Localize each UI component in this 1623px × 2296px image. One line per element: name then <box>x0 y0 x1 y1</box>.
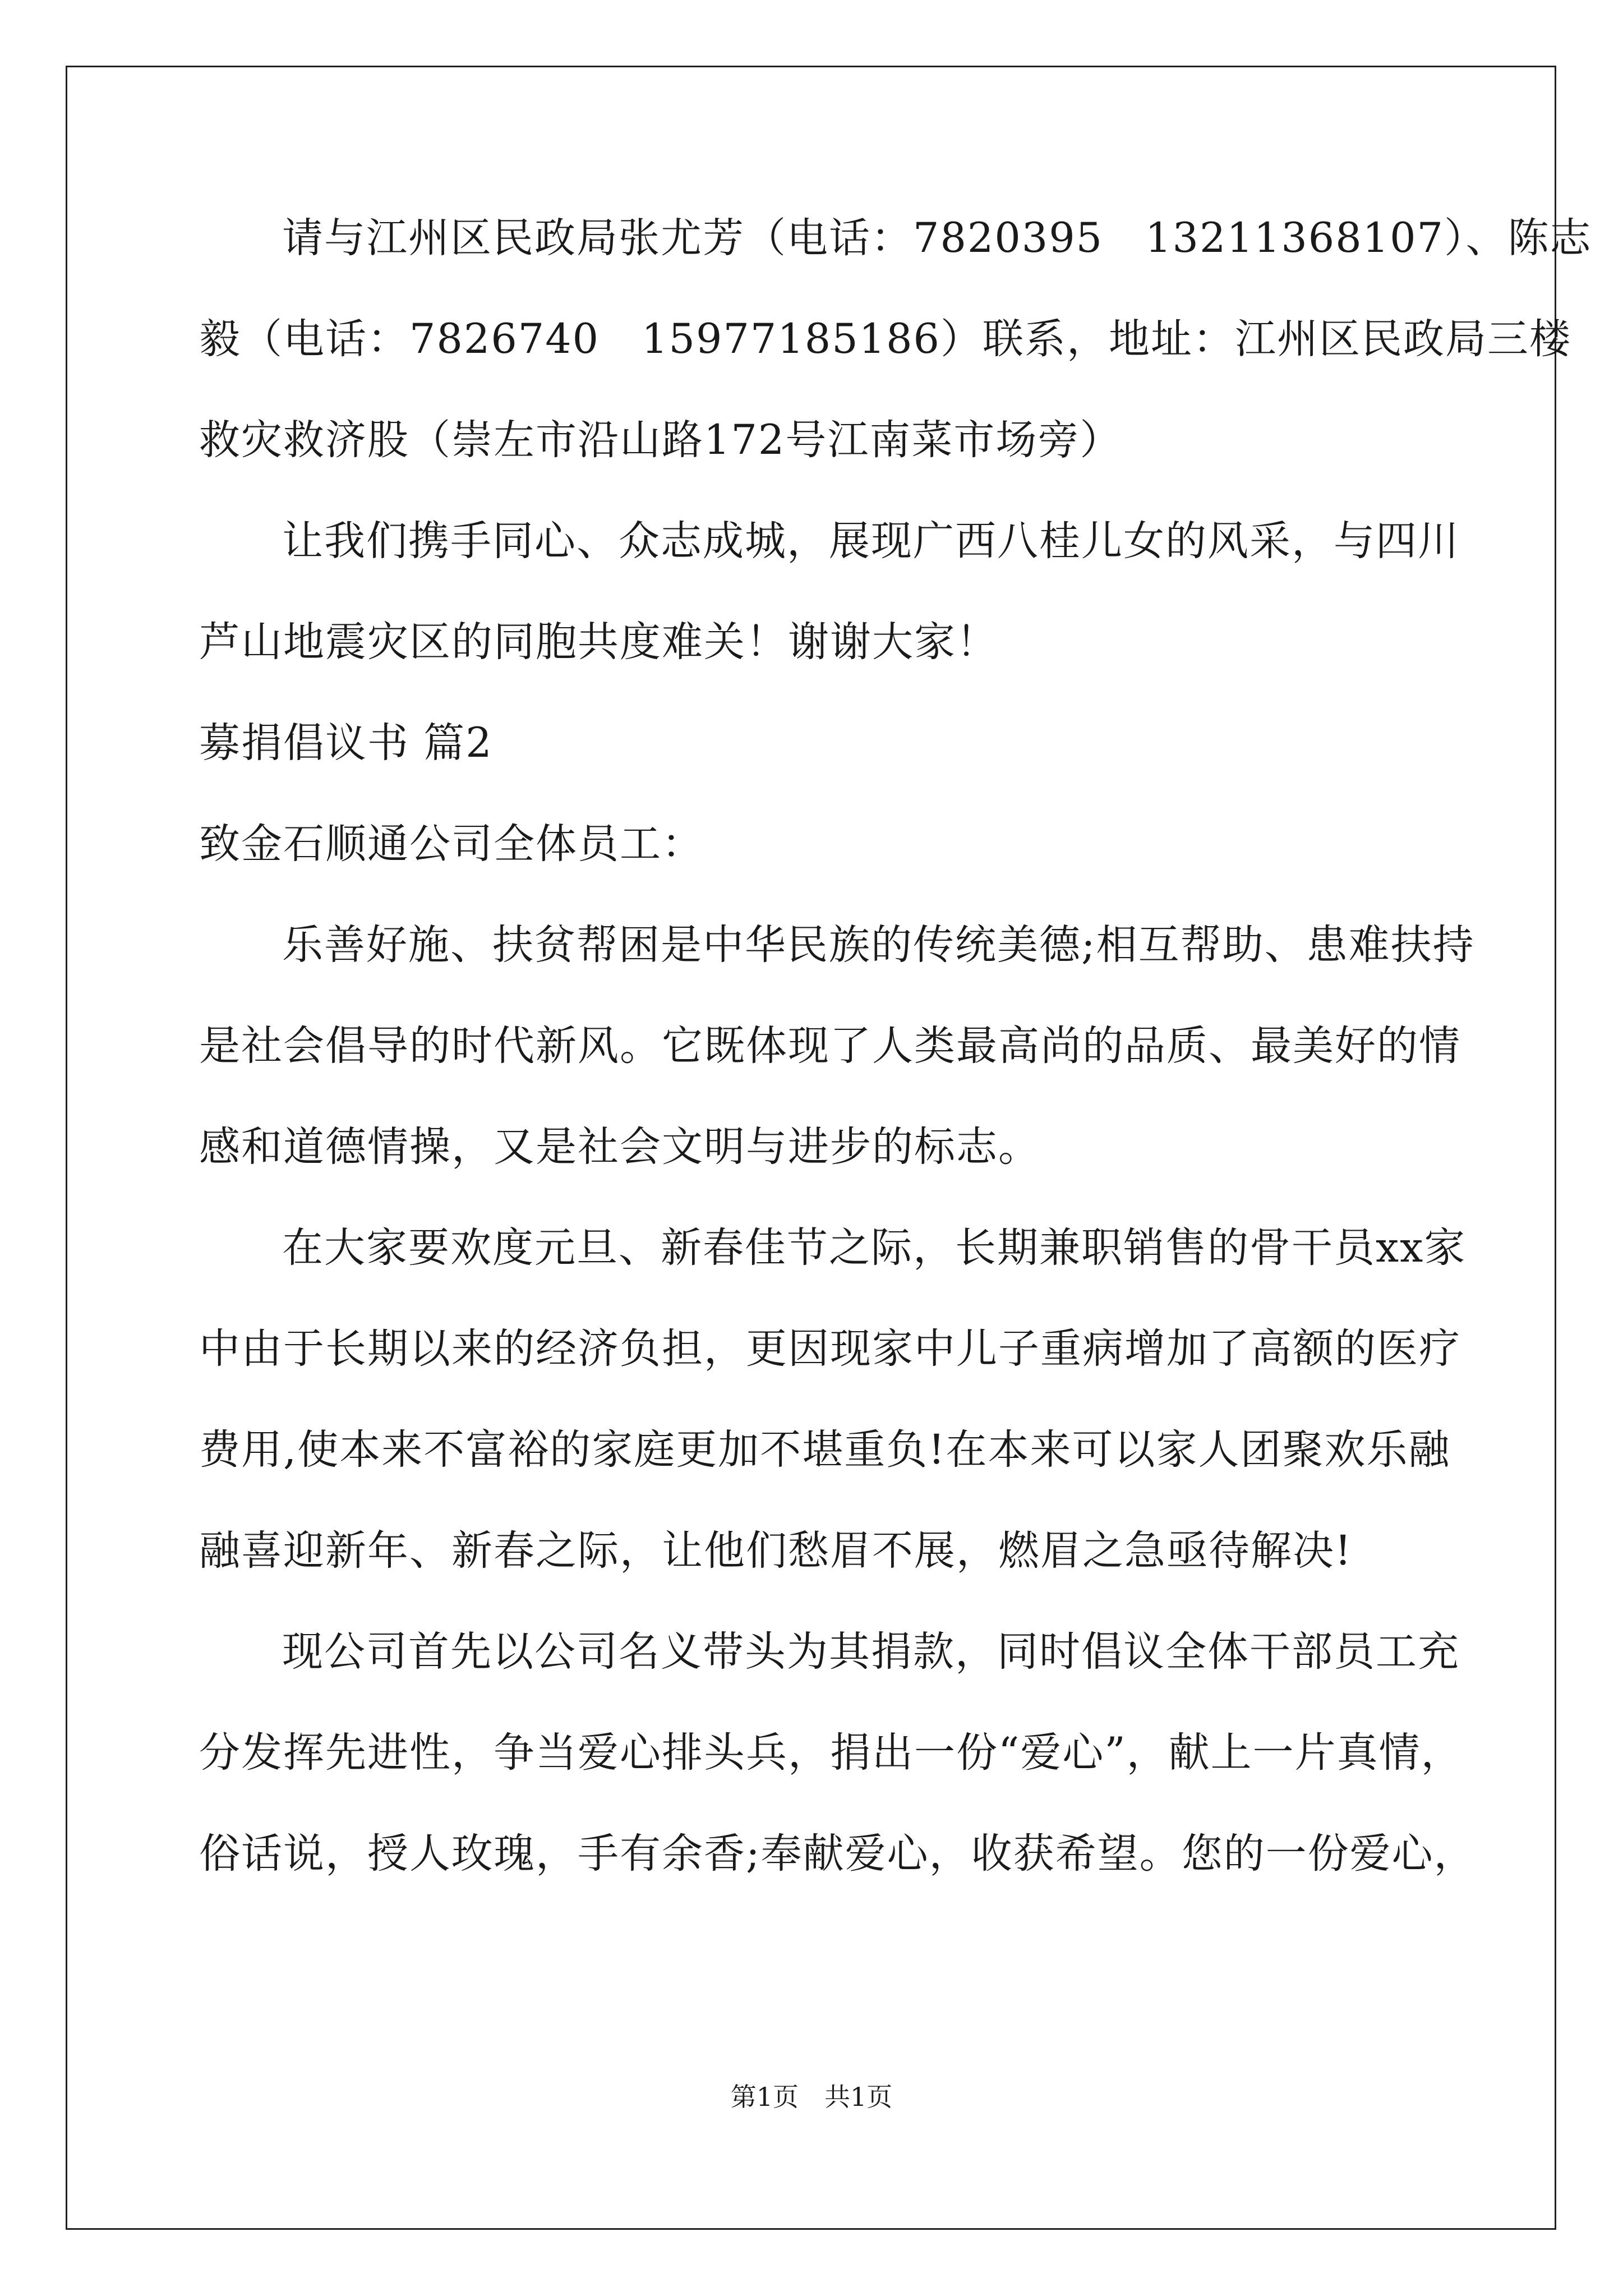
salutation: 致金石顺通公司全体员工： <box>199 820 704 868</box>
paragraph-line: 请与江州区民政局张尤芳（电话：7820395 13211368107）、陈志 <box>282 214 1592 262</box>
paragraph-line: 乐善好施、扶贫帮困是中华民族的传统美德;相互帮助、患难扶持 <box>282 921 1475 969</box>
paragraph-line: 在大家要欢度元旦、新春佳节之际，长期兼职销售的骨干员xx家 <box>282 1224 1467 1272</box>
paragraph-line: 融喜迎新年、新春之际，让他们愁眉不展，燃眉之急亟待解决! <box>199 1527 1353 1575</box>
paragraph-line: 毅（电话：7826740 15977185186）联系，地址：江州区民政局三楼 <box>199 315 1572 363</box>
paragraph-line: 费用,使本来不富裕的家庭更加不堪重负!在本来可以家人团聚欢乐融 <box>199 1426 1451 1474</box>
paragraph-line: 芦山地震灾区的同胞共度难关！谢谢大家！ <box>199 618 998 666</box>
paragraph-line: 分发挥先进性，争当爱心排头兵，捐出一份“爱心”，献上一片真情， <box>199 1729 1463 1777</box>
paragraph-line: 让我们携手同心、众志成城，展现广西八桂儿女的风采，与四川 <box>282 517 1460 565</box>
paragraph-line: 俗话说，授人玫瑰，手有余香;奉献爱心，收获希望。您的一份爱心， <box>199 1830 1476 1878</box>
paragraph-line: 感和道德情操，又是社会文明与进步的标志。 <box>199 1123 1040 1171</box>
paragraph-line: 是社会倡导的时代新风。它既体现了人类最高尚的品质、最美好的情 <box>199 1022 1461 1070</box>
section-heading: 募捐倡议书 篇2 <box>199 719 493 767</box>
paragraph-line: 救灾救济股（崇左市沿山路172号江南菜市场旁） <box>199 416 1122 464</box>
page-number-footer: 第1页 共1页 <box>730 2082 893 2112</box>
paragraph-line: 现公司首先以公司名义带头为其捐款，同时倡议全体干部员工充 <box>282 1628 1460 1676</box>
paragraph-line: 中由于长期以来的经济负担，更因现家中儿子重病增加了高额的医疗 <box>199 1325 1461 1373</box>
